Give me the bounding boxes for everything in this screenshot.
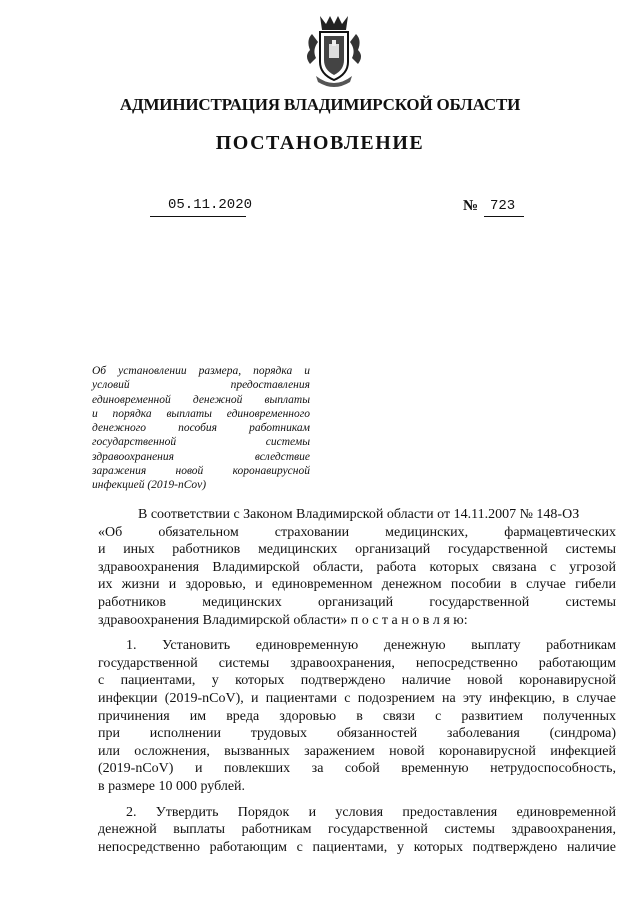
body-line: или осложнения, вызванных заражением новой коронавирусной инфекцией [98, 743, 616, 759]
body-line: 2. Утвердить Порядок и условия предоставления единовременной [126, 804, 616, 820]
organization-name: АДМИНИСТРАЦИЯ ВЛАДИМИРСКОЙ ОБЛАСТИ [119, 95, 521, 114]
subject-line: заражения новой коронавирусной [92, 465, 310, 478]
body-line: причинения им вреда здоровью в связи с развитием полученных [98, 708, 616, 724]
subject-line: Об установлении размера, порядка и [92, 365, 310, 377]
date-underline [150, 216, 246, 217]
subject-line: государственной системы [92, 436, 310, 449]
subject-line: и порядка выплаты единовременного [92, 407, 310, 420]
body-line: в размере 10 000 рублей. [98, 778, 246, 794]
coat-of-arms-emblem [302, 10, 366, 92]
body-line: с пациентами, у которых подтверждено наличие новой коронавирусной [98, 673, 616, 689]
body-line: В соответствии с Законом Владимирской области от 14.11.2007 № 148-ОЗ [138, 507, 580, 522]
body-line: (2019-nCoV) и повлекших за собой временную нетрудоспособность, [98, 761, 616, 777]
body-line: инфекции (2019-nCoV), и пациентами с подозрением на эту инфекцию, в случае [98, 690, 616, 706]
body-line: и иных работников медицинских организаций государственной системы [98, 542, 616, 558]
body-line: здравоохранения Владимирской области, работа которых связана с угрозой [98, 559, 616, 575]
document-number: 723 [490, 198, 516, 214]
subject-line: здравоохранения вследствие [92, 450, 310, 463]
number-underline [484, 216, 524, 217]
body-line: здравоохранения Владимирской области» п о с т а н о в л я ю: [98, 612, 468, 628]
subject-line: единовременной денежной выплаты [92, 393, 310, 406]
document-body [98, 506, 616, 856]
document-date: 05.11.2020 [168, 197, 253, 213]
subject-line: условий предоставления [92, 379, 310, 392]
document-subject [92, 364, 310, 493]
document-type-title: ПОСТАНОВЛЕНИЕ [215, 132, 425, 154]
body-line: государственной системы здравоохранения, непосредственно работающим [98, 655, 616, 671]
subject-line: денежного пособия работникам [92, 422, 310, 435]
document-number-label: № [463, 198, 479, 214]
body-line: денежной выплаты работникам государственной системы здравоохранения, [98, 822, 616, 838]
body-line: при исполнении трудовых обязанностей заболевания (синдрома) [98, 726, 616, 742]
body-line: их жизни и здоровью, и единовременном денежном пособии в случае гибели [98, 577, 616, 593]
subject-line: инфекцией (2019-nCov) [92, 479, 207, 492]
body-line: «Об обязательном страховании медицинских, фармацевтических [98, 524, 616, 540]
body-line: работников медицинских организаций государственной системы [98, 594, 616, 610]
body-line: 1. Установить единовременную денежную выплату работникам [126, 638, 616, 654]
body-line: непосредственно работающим с пациентами, у которых подтверждено наличие [98, 839, 616, 855]
